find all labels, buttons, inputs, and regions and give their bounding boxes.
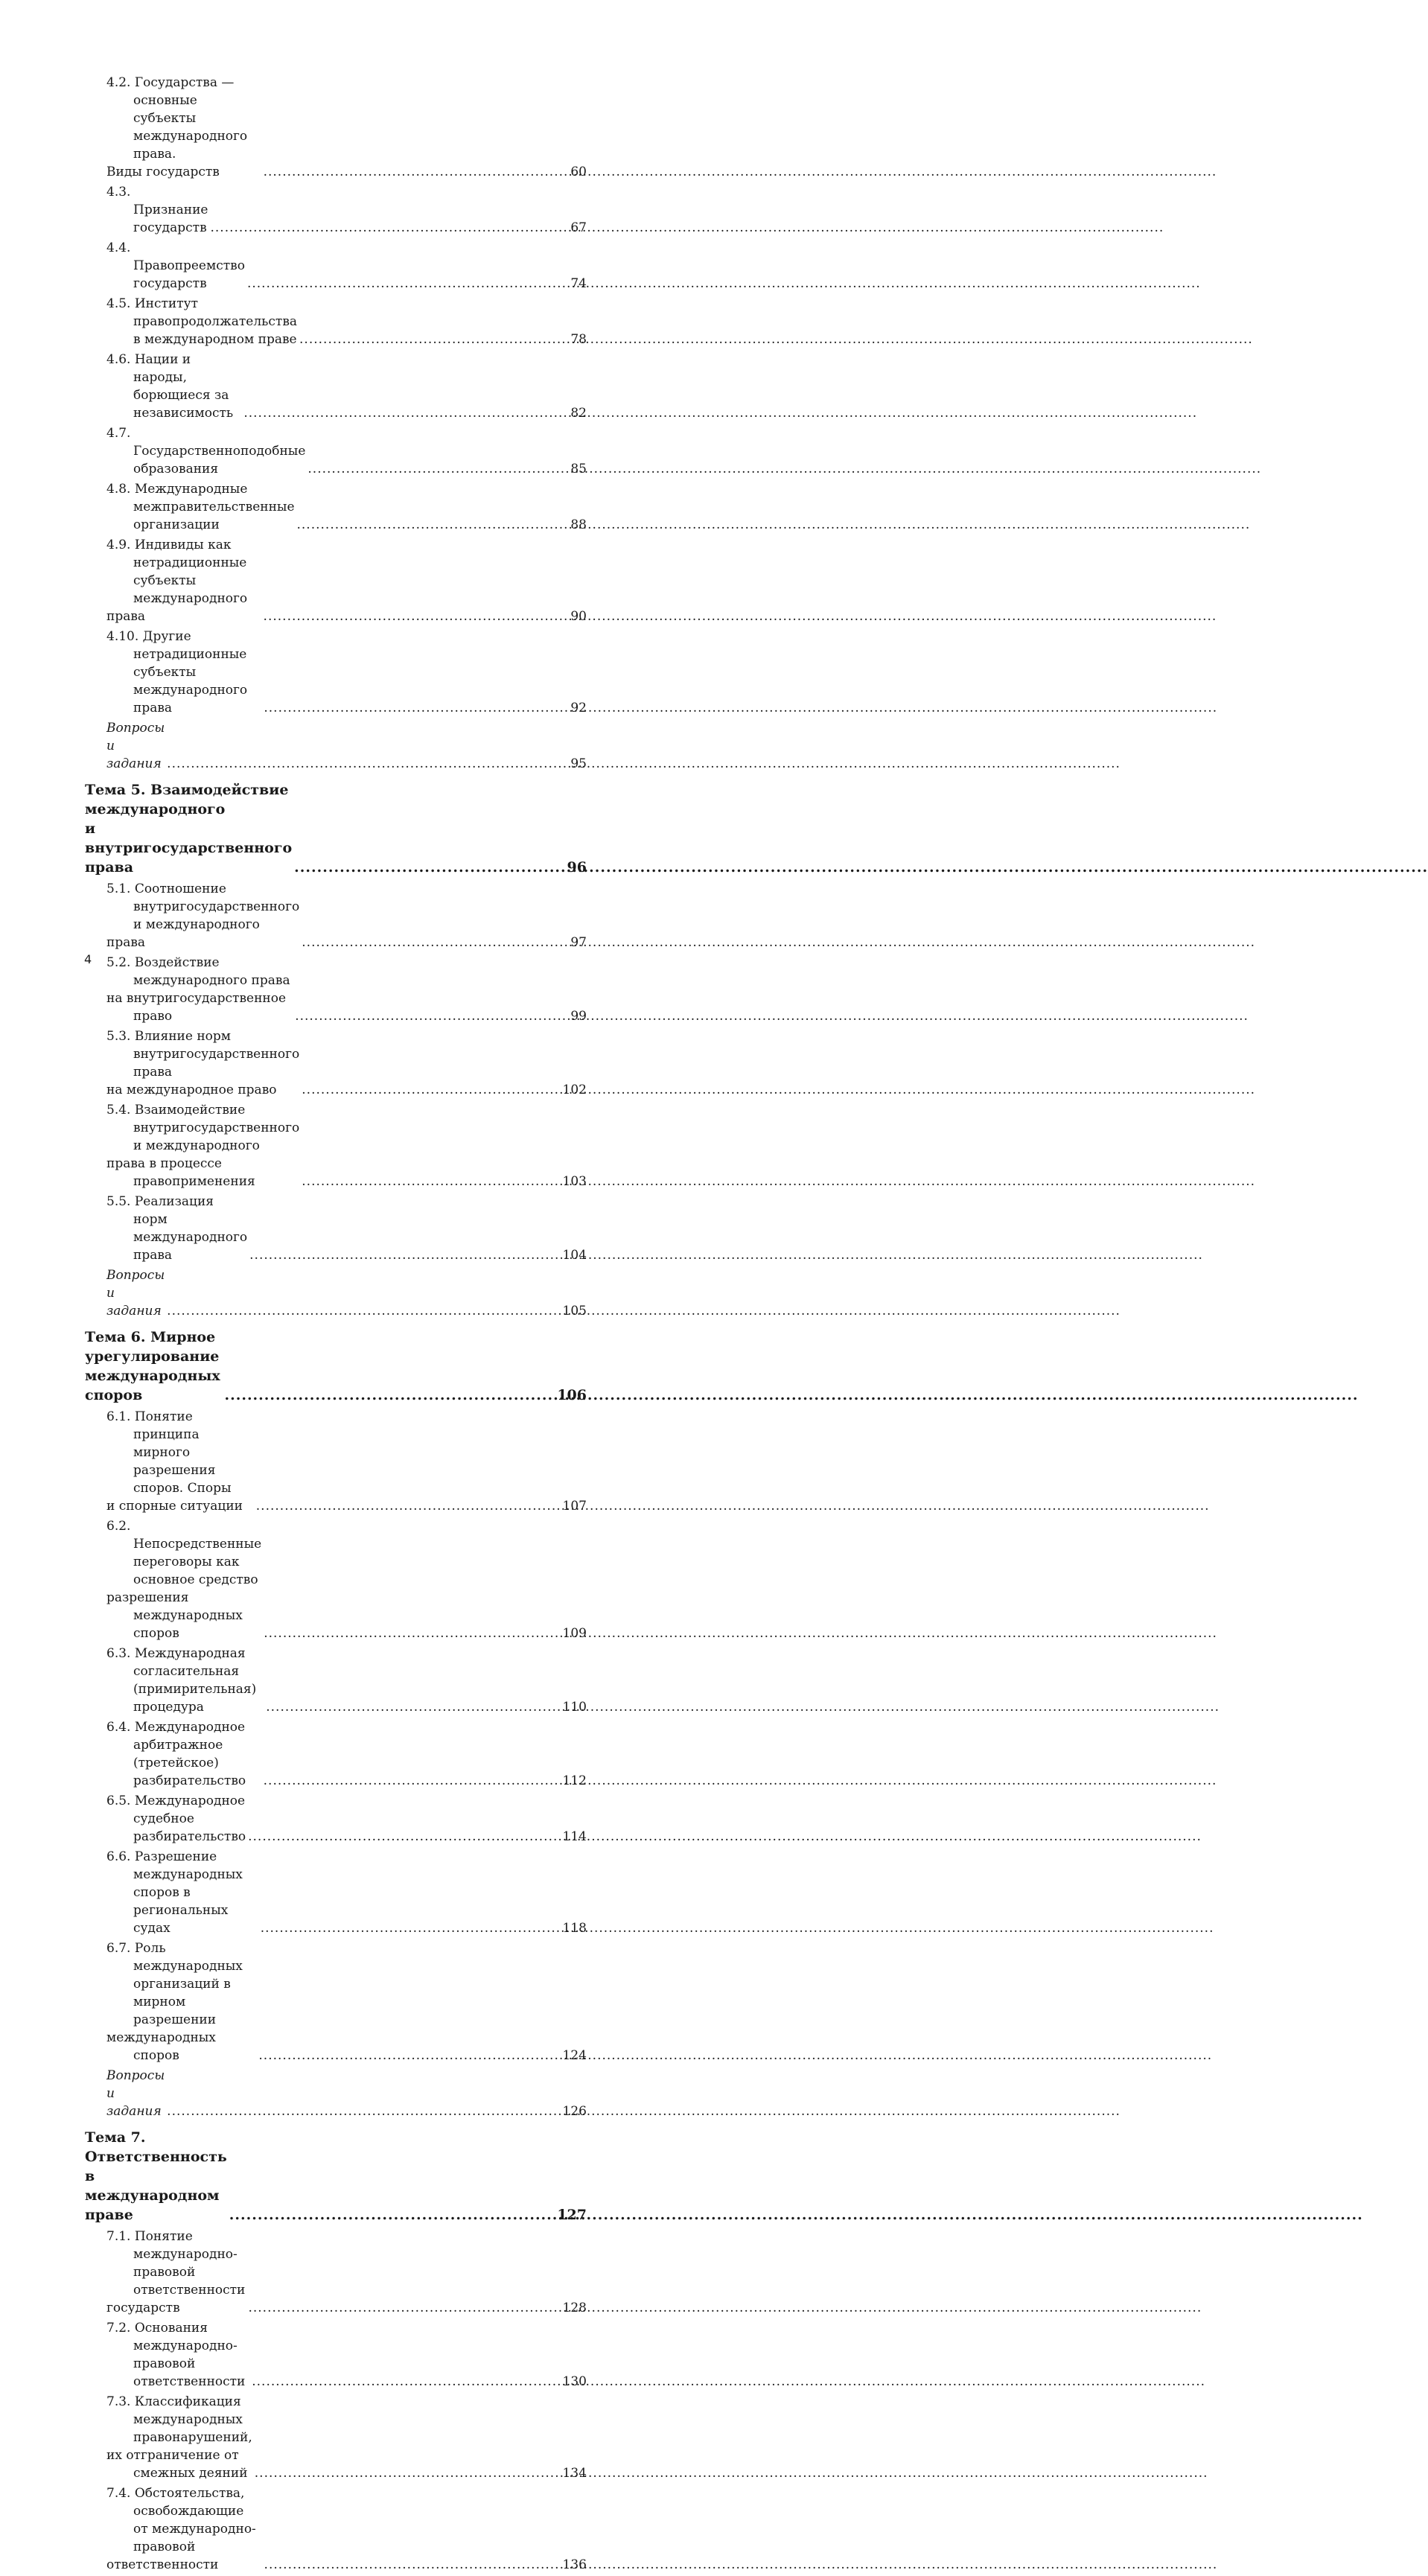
toc-subsection-entry[interactable] xyxy=(85,480,587,534)
toc-subsection-entry[interactable] xyxy=(85,1193,587,1264)
toc-entry-title xyxy=(106,1939,256,2065)
toc-subsection-entry[interactable] xyxy=(85,1939,587,2065)
dot-leader xyxy=(247,275,567,293)
toc-entry-title-line: 4.2. Государства — основные субъекты международного права. xyxy=(106,75,248,162)
toc-subsection-entry[interactable] xyxy=(85,1517,587,1642)
toc-page-number: 74 xyxy=(570,276,587,291)
toc-entry-title xyxy=(106,2319,249,2391)
toc-subsection-entry[interactable] xyxy=(85,954,587,1025)
toc-page-number: 88 xyxy=(570,517,587,532)
toc-page-number: 92 xyxy=(570,701,587,715)
toc-entry-title-line: 4.6. Нации и народы, борющиеся за независимость xyxy=(106,352,234,421)
toc-page-number: 130 xyxy=(562,2374,587,2389)
dot-leader xyxy=(299,331,567,348)
toc-page-number: 97 xyxy=(570,935,587,950)
toc-entry-title-line: 4.3. Признание государств xyxy=(106,185,208,235)
toc-page-number: 114 xyxy=(562,1829,587,1844)
dot-leader xyxy=(167,2102,559,2120)
dot-leader xyxy=(243,404,567,422)
toc-questions-entry[interactable] xyxy=(85,719,587,773)
dot-leader xyxy=(224,1386,554,1405)
toc-entry-title xyxy=(85,1327,222,1405)
toc-page-number: 126 xyxy=(562,2104,587,2119)
toc-page-number: 128 xyxy=(562,2301,587,2315)
toc-entry-title-line: 6.1. Понятие принципа мирного разрешения споров. Споры xyxy=(106,1409,232,1496)
toc-entry-title-line: разрешения международных споров xyxy=(106,1590,243,1641)
toc-entry-title xyxy=(106,536,261,625)
toc-entry-title xyxy=(106,351,241,422)
toc-entry-title-line: 4.4. Правопреемство государств xyxy=(106,240,245,291)
toc-entry-title xyxy=(106,2393,252,2482)
toc-entry-title xyxy=(106,1027,299,1099)
toc-subsection-entry[interactable] xyxy=(85,351,587,422)
toc-entry-title-line: на внутригосударственное право xyxy=(106,991,287,1024)
toc-entry-title xyxy=(85,780,292,877)
dot-leader xyxy=(252,2373,559,2391)
toc-entry-title-line: 6.4. Международное арбитражное (третейское) разбирательство xyxy=(106,1720,246,1788)
toc-entry-title-line: Виды государств xyxy=(106,165,220,179)
dot-leader xyxy=(264,1625,559,1642)
toc-page-number: 96 xyxy=(567,859,587,876)
dot-leader xyxy=(294,858,564,877)
toc-entry-title-line: права в процессе правоприменения xyxy=(106,1156,255,1189)
toc-entry-title-line: Вопросы и задания xyxy=(106,2068,165,2119)
toc-topic-entry[interactable] xyxy=(85,2128,587,2225)
toc-entry-title xyxy=(85,2128,227,2225)
toc-entry-title-line: 6.7. Роль международных организаций в мирном разрешении xyxy=(106,1941,243,2027)
toc-entry-title xyxy=(106,1101,299,1190)
toc-entry-title-line: 6.6. Разрешение международных споров в региональных судах xyxy=(106,1849,243,1936)
toc-entry-title-line: и спорные ситуации xyxy=(106,1499,243,1514)
dot-leader xyxy=(302,934,567,951)
toc-topic-entry[interactable] xyxy=(85,780,587,877)
toc-subsection-entry[interactable] xyxy=(85,2393,587,2482)
toc-page-number: 112 xyxy=(562,1773,587,1788)
toc-page-number: 90 xyxy=(570,609,587,624)
toc-entry-title xyxy=(106,1792,246,1846)
toc-entry-title-line: 6.3. Международная согласительная (примирительная) процедура xyxy=(106,1646,257,1715)
toc-page-number: 67 xyxy=(570,220,587,235)
toc-entry-title-line: 4.10. Другие нетрадиционные субъекты международного права xyxy=(106,629,248,715)
dot-leader xyxy=(295,1007,567,1025)
toc-entry-title-line: Вопросы и задания xyxy=(106,1268,165,1319)
toc-entry-title xyxy=(106,880,299,951)
toc-questions-entry[interactable] xyxy=(85,1266,587,1320)
toc-entry-title xyxy=(106,719,165,773)
toc-entry-title-line: 5.3. Влияние норм внутригосударственного права xyxy=(106,1029,300,1080)
toc-questions-entry[interactable] xyxy=(85,2067,587,2120)
toc-entry-title xyxy=(106,1408,254,1515)
toc-entry-title-line: 7.1. Понятие международно-правовой ответственности xyxy=(106,2229,246,2298)
toc-page-number: 82 xyxy=(570,406,587,421)
dot-leader xyxy=(255,2464,560,2482)
toc-entry-title xyxy=(106,1266,165,1320)
toc-page-number: 106 xyxy=(557,1387,587,1403)
dot-leader xyxy=(297,516,568,534)
dot-leader xyxy=(264,2556,560,2574)
toc-page-number: 110 xyxy=(562,1700,587,1715)
toc-page-number: 99 xyxy=(570,1009,587,1024)
dot-leader xyxy=(167,755,567,773)
toc-entry-title-line: 4.9. Индивиды как нетрадиционные субъекты международного xyxy=(106,538,248,606)
toc-subsection-entry[interactable] xyxy=(85,1718,587,1790)
toc-page-number: 103 xyxy=(562,1174,587,1189)
toc-subsection-entry[interactable] xyxy=(85,2484,587,2574)
toc-subsection-entry[interactable] xyxy=(85,880,587,951)
toc-page-number: 78 xyxy=(570,332,587,347)
toc-entry-title-line: Тема 5. Взаимодействие международного xyxy=(85,782,289,817)
toc-page-number: 127 xyxy=(557,2207,587,2223)
toc-page-number: 104 xyxy=(562,1248,587,1263)
toc-entry-title-line: права xyxy=(106,609,146,624)
dot-leader xyxy=(248,1828,559,1846)
toc-entry-title-line: ответственности xyxy=(106,2557,219,2572)
toc-page-number: 107 xyxy=(562,1499,587,1514)
toc-entry-title-line: Тема 7. Ответственность в международном праве xyxy=(85,2129,227,2223)
dot-leader xyxy=(211,219,568,237)
toc-page-number: 118 xyxy=(562,1921,587,1936)
toc-entry-title xyxy=(106,74,261,181)
toc-subsection-entry[interactable] xyxy=(85,1027,587,1099)
toc-entry-title-line: 4.5. Институт правопродолжательства в международном праве xyxy=(106,296,298,347)
toc-entry-title-line: на международное право xyxy=(106,1083,277,1097)
dot-leader xyxy=(258,2047,559,2065)
dot-leader xyxy=(248,2299,559,2317)
toc-entry-title-line: 5.1. Соотношение внутригосударственного и международного xyxy=(106,881,300,932)
toc-entry-title-line: и внутригосударственного права xyxy=(85,820,293,876)
toc-entry-title xyxy=(106,239,245,293)
dot-leader xyxy=(256,1497,560,1515)
toc-page-number: 102 xyxy=(562,1083,587,1097)
toc-page-number: 60 xyxy=(570,165,587,179)
toc-entry-title-line: 4.7. Государственноподобные образования xyxy=(106,426,306,476)
toc-topic-entry[interactable] xyxy=(85,1327,587,1405)
dot-leader xyxy=(249,1246,559,1264)
toc-entry-title xyxy=(106,183,208,237)
toc-page-number: 85 xyxy=(570,462,587,476)
table-of-contents xyxy=(85,74,587,2576)
toc-entry-title-line: права xyxy=(106,935,146,950)
dot-leader xyxy=(261,1919,560,1937)
toc-subsection-entry[interactable] xyxy=(85,295,587,348)
toc-page-number: 136 xyxy=(562,2557,587,2572)
toc-page-number: 95 xyxy=(570,756,587,771)
toc-entry-title xyxy=(106,2484,262,2574)
toc-entry-title-line: 5.5. Реализация норм международного права xyxy=(106,1194,248,1263)
toc-subsection-entry[interactable] xyxy=(85,424,587,478)
dot-leader xyxy=(302,1173,559,1190)
toc-entry-title-line: Тема 6. Мирное урегулирование международных споров xyxy=(85,1329,220,1403)
toc-entry-title xyxy=(106,2067,165,2120)
toc-entry-title-line: Вопросы и задания xyxy=(106,721,165,771)
toc-page-number: 124 xyxy=(562,2048,587,2063)
dot-leader xyxy=(264,608,568,625)
toc-entry-title-line: государств xyxy=(106,2301,180,2315)
dot-leader xyxy=(229,2205,555,2225)
toc-entry-title xyxy=(106,1718,261,1790)
toc-entry-title xyxy=(106,1517,261,1642)
dot-leader xyxy=(167,1302,559,1320)
toc-entry-title xyxy=(106,628,261,717)
toc-entry-title-line: 6.2. Непосредственные переговоры как основное средство xyxy=(106,1519,262,1587)
toc-subsection-entry[interactable] xyxy=(85,239,587,293)
toc-page-number: 134 xyxy=(562,2466,587,2481)
toc-subsection-entry[interactable] xyxy=(85,1101,587,1190)
dot-leader xyxy=(264,163,568,181)
toc-subsection-entry[interactable] xyxy=(85,1848,587,1937)
toc-subsection-entry[interactable] xyxy=(85,628,587,717)
dot-leader xyxy=(264,1772,560,1790)
toc-entry-title xyxy=(106,295,297,348)
toc-subsection-entry[interactable] xyxy=(85,2319,587,2391)
dot-leader xyxy=(307,460,567,478)
toc-entry-title xyxy=(106,1645,264,1716)
dot-leader xyxy=(302,1081,559,1099)
toc-entry-title-line: их отграничение от смежных деяний xyxy=(106,2448,248,2481)
toc-entry-title-line: международных споров xyxy=(106,2030,216,2063)
toc-entry-title-line: 7.3. Классификация международных правонарушений, xyxy=(106,2394,252,2445)
toc-subsection-entry[interactable] xyxy=(85,1645,587,1716)
toc-page-number: 105 xyxy=(562,1304,587,1319)
page-number: 4 xyxy=(84,952,92,966)
toc-entry-title xyxy=(106,2228,246,2317)
toc-subsection-entry[interactable] xyxy=(85,183,587,237)
toc-entry-title-line: 7.2. Основания международно-правовой ответственности xyxy=(106,2321,246,2389)
toc-subsection-entry[interactable] xyxy=(85,1408,587,1515)
dot-leader xyxy=(264,699,567,717)
dot-leader xyxy=(266,1698,559,1716)
toc-subsection-entry[interactable] xyxy=(85,1792,587,1846)
toc-entry-title-line: 6.5. Международное судебное разбирательство xyxy=(106,1794,246,1844)
toc-entry-title xyxy=(106,424,305,478)
toc-subsection-entry[interactable] xyxy=(85,74,587,181)
toc-entry-title-line: 4.8. Международные межправительственные организации xyxy=(106,482,295,532)
toc-entry-title-line: 5.4. Взаимодействие внутригосударственного и международного xyxy=(106,1103,300,1153)
toc-entry-title-line: 5.2. Воздействие международного права xyxy=(106,955,290,988)
toc-entry-title xyxy=(106,1193,247,1264)
toc-subsection-entry[interactable] xyxy=(85,536,587,625)
toc-entry-title-line: 7.4. Обстоятельства, освобождающие от международно-правовой xyxy=(106,2486,256,2554)
toc-entry-title xyxy=(106,480,295,534)
toc-entry-title xyxy=(106,954,293,1025)
toc-entry-title xyxy=(106,1848,258,1937)
toc-page-number: 109 xyxy=(562,1626,587,1641)
toc-subsection-entry[interactable] xyxy=(85,2228,587,2317)
